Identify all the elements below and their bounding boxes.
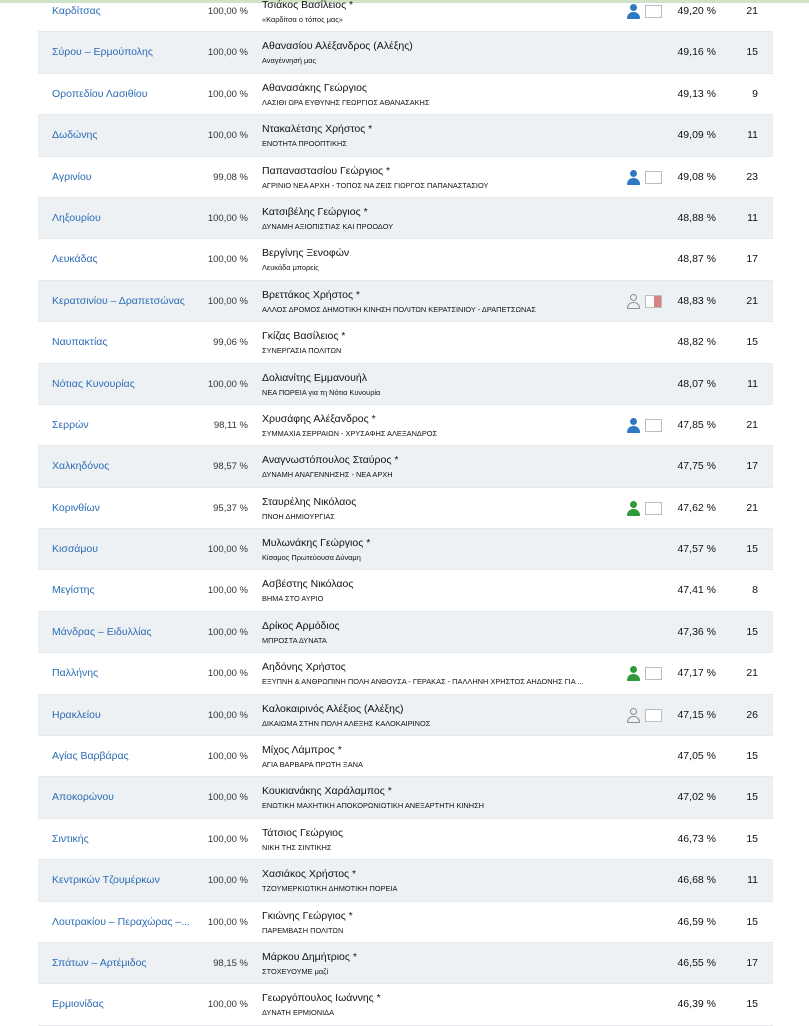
vote-percentage: 47,15 % bbox=[677, 708, 716, 721]
person-icon bbox=[626, 666, 642, 682]
candidate-name: Δρίκος Αρμόδιος bbox=[262, 619, 340, 632]
table-row bbox=[38, 239, 773, 280]
counted-percentage: 100,00 % bbox=[207, 875, 248, 887]
person-icon bbox=[626, 294, 642, 310]
vote-percentage: 47,75 % bbox=[677, 460, 716, 473]
municipality-link[interactable]: Σερρών bbox=[52, 418, 89, 431]
municipality-link[interactable]: Μάνδρας – Ειδυλλίας bbox=[52, 625, 152, 638]
candidate-name: Δολιανίτης Εμμανουήλ bbox=[262, 371, 367, 384]
table-row bbox=[38, 529, 773, 570]
counted-percentage: 100,00 % bbox=[207, 668, 248, 680]
vote-percentage: 48,83 % bbox=[677, 294, 716, 307]
candidate-name: Χασιάκος Χρήστος * bbox=[262, 868, 357, 881]
seats-count: 21 bbox=[746, 667, 758, 680]
counted-percentage: 100,00 % bbox=[207, 47, 248, 59]
municipality-link[interactable]: Κεντρικών Τζουμέρκων bbox=[52, 874, 160, 887]
table-row bbox=[38, 364, 773, 405]
candidate-cell bbox=[262, 703, 622, 729]
candidate-name: Τάτσιος Γεώργιος bbox=[262, 826, 344, 839]
candidate-cell bbox=[262, 785, 622, 811]
municipality-link[interactable]: Χαλκηδόνος bbox=[52, 460, 110, 473]
table-row bbox=[38, 281, 773, 322]
person-icon bbox=[626, 4, 642, 20]
party-name: ΝΙΚΗ ΤΗΣ ΣΙΝΤΙΚΗΣ bbox=[262, 842, 332, 852]
seats-count: 15 bbox=[746, 46, 758, 59]
counted-percentage: 98,57 % bbox=[213, 461, 248, 473]
party-name: ΣΤΟΧΕΥΟΥΜΕ μαζί bbox=[262, 966, 329, 976]
counted-percentage: 100,00 % bbox=[207, 709, 248, 721]
candidate-cell bbox=[262, 992, 622, 1018]
seats-count: 26 bbox=[746, 708, 758, 721]
seats-count: 11 bbox=[747, 129, 758, 142]
table-row bbox=[38, 570, 773, 611]
candidate-name: Μίχος Λάμπρος * bbox=[262, 744, 342, 757]
counted-percentage: 100,00 % bbox=[207, 6, 248, 17]
candidate-cell bbox=[262, 910, 622, 936]
seats-count: 21 bbox=[746, 501, 758, 514]
affiliation-indicator bbox=[626, 418, 666, 434]
affiliation-indicator bbox=[626, 501, 666, 517]
seats-count: 8 bbox=[752, 584, 758, 597]
municipality-link[interactable]: Ναυπακτίας bbox=[52, 336, 108, 349]
vote-percentage: 47,05 % bbox=[677, 750, 716, 763]
municipality-link[interactable]: Νότιας Κυνουρίας bbox=[52, 377, 135, 390]
vote-percentage: 47,41 % bbox=[677, 584, 716, 597]
party-name: ΠΝΟΗ ΔΗΜΙΟΥΡΓΙΑΣ bbox=[262, 511, 335, 521]
counted-percentage: 98,11 % bbox=[213, 419, 248, 431]
table-row bbox=[38, 157, 773, 198]
municipality-link[interactable]: Λουτρακίου – Περαχώρας –... bbox=[52, 915, 190, 928]
municipality-link[interactable]: Ερμιονίδας bbox=[52, 998, 104, 1011]
candidate-name: Χρυσάφης Αλέξανδρος * bbox=[262, 412, 376, 425]
candidate-name: Τσιάκος Βασίλειος * bbox=[262, 0, 354, 11]
counted-percentage: 99,06 % bbox=[213, 337, 248, 349]
candidate-cell bbox=[262, 827, 622, 853]
municipality-link[interactable]: Ληξουρίου bbox=[52, 211, 101, 224]
party-name: ΠΑΡΕΜΒΑΣΗ ΠΟΛΙΤΩΝ bbox=[262, 925, 344, 935]
municipality-link[interactable]: Αγρινίου bbox=[52, 170, 92, 183]
municipality-link[interactable]: Σπάτων – Αρτέμιδος bbox=[52, 956, 147, 969]
candidate-name: Ντακαλέτσης Χρήστος * bbox=[262, 123, 373, 136]
party-name: ΑΛΛΟΣ ΔΡΟΜΟΣ ΔΗΜΟΤΙΚΗ ΚΙΝΗΣΗ ΠΟΛΙΤΩΝ ΚΕΡΑΤΣΙΝΙΟΥ - ΔΡΑΠΕΤΣΩΝΑΣ bbox=[262, 304, 536, 314]
seats-count: 21 bbox=[746, 294, 758, 307]
party-name: ΤΖΟΥΜΕΡΚΙΩΤΙΚΗ ΔΗΜΟΤΙΚΗ ΠΟΡΕΙΑ bbox=[262, 884, 398, 894]
vote-percentage: 48,87 % bbox=[677, 253, 716, 266]
flag-icon bbox=[645, 709, 662, 722]
candidate-cell bbox=[262, 123, 622, 149]
vote-percentage: 47,62 % bbox=[677, 501, 716, 514]
party-name: ΣΥΝΕΡΓΑΣΙΑ ΠΟΛΙΤΩΝ bbox=[262, 346, 342, 356]
vote-percentage: 49,09 % bbox=[677, 129, 716, 142]
counted-percentage: 100,00 % bbox=[207, 212, 248, 224]
table-row bbox=[38, 819, 773, 860]
party-name: ΝΕΑ ΠΟΡΕΙΑ για τη Νότια Κυνουρία bbox=[262, 387, 381, 397]
seats-count: 11 bbox=[747, 874, 758, 887]
party-name: ΔΥΝΑΜΗ ΑΝΑΓΕΝΝΗΣΗΣ - ΝΕΑ ΑΡΧΗ bbox=[262, 470, 393, 480]
candidate-cell bbox=[262, 868, 622, 894]
municipality-link[interactable]: Κισσάμου bbox=[52, 543, 98, 556]
party-name: ΔΥΝΑΤΗ ΕΡΜΙΟΝΙΔΑ bbox=[262, 1008, 335, 1018]
municipality-link[interactable]: Καρδίτσας bbox=[52, 5, 101, 17]
affiliation-indicator bbox=[626, 170, 666, 186]
candidate-cell bbox=[262, 40, 622, 66]
table-row bbox=[38, 860, 773, 901]
counted-percentage: 100,00 % bbox=[207, 792, 248, 804]
seats-count: 15 bbox=[746, 915, 758, 928]
seats-count: 15 bbox=[746, 750, 758, 763]
person-icon bbox=[626, 708, 642, 724]
flag-icon bbox=[645, 667, 662, 680]
candidate-cell bbox=[262, 165, 622, 191]
candidate-name: Αθανασάκης Γεώργιος bbox=[262, 81, 367, 94]
vote-percentage: 46,55 % bbox=[677, 956, 716, 969]
seats-count: 21 bbox=[746, 418, 758, 431]
candidate-name: Μάρκου Δημήτριος * bbox=[262, 950, 357, 963]
affiliation-indicator bbox=[626, 4, 666, 20]
affiliation-indicator bbox=[626, 708, 666, 724]
candidate-name: Βρεττάκος Χρήστος * bbox=[262, 288, 361, 301]
party-name: ΔΥΝΑΜΗ ΑΞΙΟΠΙΣΤΙΑΣ ΚΑΙ ΠΡΟΟΔΟΥ bbox=[262, 221, 394, 231]
vote-percentage: 46,59 % bbox=[677, 915, 716, 928]
table-row bbox=[38, 736, 773, 777]
table-row bbox=[38, 0, 773, 32]
party-name: ΜΠΡΟΣΤΑ ΔΥΝΑΤΑ bbox=[262, 635, 327, 645]
vote-percentage: 49,13 % bbox=[677, 87, 716, 100]
candidate-cell bbox=[262, 661, 622, 687]
municipality-link[interactable]: Οροπεδίου Λασιθίου bbox=[52, 87, 148, 100]
table-row bbox=[38, 902, 773, 943]
candidate-name: Αηδόνης Χρήστος bbox=[262, 661, 346, 674]
person-icon bbox=[626, 418, 642, 434]
candidate-cell bbox=[262, 454, 622, 480]
municipality-link[interactable]: Σύρου – Ερμούπολης bbox=[52, 46, 153, 59]
candidate-name: Κουκιανάκης Χαράλαμπος * bbox=[262, 785, 392, 798]
counted-percentage: 100,00 % bbox=[207, 130, 248, 142]
seats-count: 17 bbox=[746, 253, 758, 266]
candidate-name: Καλοκαιρινός Αλέξιος (Αλέξης) bbox=[262, 702, 404, 715]
flag-icon bbox=[645, 5, 662, 18]
counted-percentage: 100,00 % bbox=[207, 544, 248, 556]
party-name: ΑΓΡΙΝΙΟ ΝΕΑ ΑΡΧΗ - ΤΟΠΟΣ ΝΑ ΖΕΙΣ ΓΙΩΡΓΟΣ ΠΑΠΑΝΑΣΤΑΣΙΟΥ bbox=[262, 180, 489, 190]
person-icon bbox=[626, 170, 642, 186]
counted-percentage: 95,37 % bbox=[213, 502, 248, 514]
candidate-name: Κατσιβέλης Γεώργιος * bbox=[262, 205, 368, 218]
candidate-name: Μυλωνάκης Γεώργιος * bbox=[262, 537, 371, 550]
vote-percentage: 47,02 % bbox=[677, 791, 716, 804]
candidate-cell bbox=[262, 206, 622, 232]
candidate-name: Παπαναστασίου Γεώργιος * bbox=[262, 164, 391, 177]
table-row bbox=[38, 695, 773, 736]
flag-icon bbox=[645, 171, 662, 184]
counted-percentage: 100,00 % bbox=[207, 295, 248, 307]
counted-percentage: 100,00 % bbox=[207, 751, 248, 763]
table-row bbox=[38, 115, 773, 156]
vote-percentage: 49,16 % bbox=[677, 46, 716, 59]
counted-percentage: 100,00 % bbox=[207, 585, 248, 597]
counted-percentage: 100,00 % bbox=[207, 999, 248, 1011]
seats-count: 15 bbox=[746, 998, 758, 1011]
candidate-cell bbox=[262, 744, 622, 770]
table-row bbox=[38, 32, 773, 73]
counted-percentage: 98,15 % bbox=[213, 957, 248, 969]
municipality-link[interactable]: Κερατσινίου – Δραπετσώνας bbox=[52, 294, 185, 307]
municipality-link[interactable]: Αγίας Βαρβάρας bbox=[52, 750, 129, 763]
candidate-cell bbox=[262, 537, 622, 563]
seats-count: 11 bbox=[747, 211, 758, 224]
candidate-cell bbox=[262, 82, 622, 108]
party-name: ΛΑΣΙΘΙ ΩΡΑ ΕΥΘΥΝΗΣ ΓΕΩΡΓΙΟΣ ΑΘΑΝΑΣΑΚΗΣ bbox=[262, 97, 430, 107]
table-row bbox=[38, 322, 773, 363]
table-row bbox=[38, 653, 773, 694]
candidate-cell bbox=[262, 496, 622, 522]
candidate-cell bbox=[262, 0, 622, 25]
candidate-name: Βεργίνης Ξενοφών bbox=[262, 247, 350, 260]
counted-percentage: 100,00 % bbox=[207, 378, 248, 390]
party-name: ΑΓΙΑ ΒΑΡΒΑΡΑ ΠΡΩΤΗ ΞΑΝΑ bbox=[262, 760, 363, 770]
vote-percentage: 48,07 % bbox=[677, 377, 716, 390]
seats-count: 15 bbox=[746, 832, 758, 845]
seats-count: 15 bbox=[746, 625, 758, 638]
vote-percentage: 48,82 % bbox=[677, 336, 716, 349]
vote-percentage: 47,57 % bbox=[677, 543, 716, 556]
candidate-name: Αναγνωστόπουλος Σταύρος * bbox=[262, 454, 399, 467]
affiliation-indicator bbox=[626, 294, 666, 310]
counted-percentage: 99,08 % bbox=[213, 171, 248, 183]
seats-count: 15 bbox=[746, 336, 758, 349]
flag-icon bbox=[645, 295, 662, 308]
party-name: Κίσαμος Πρωτεύουσα Δύναμη bbox=[262, 553, 361, 563]
vote-percentage: 49,20 % bbox=[677, 5, 716, 17]
party-name: ΕΝΩΤΙΚΗ ΜΑΧΗΤΙΚΗ ΑΠΟΚΟΡΩΝΙΩΤΙΚΗ ΑΝΕΞΑΡΤΗΤΗ ΚΙΝΗΣΗ bbox=[262, 801, 485, 811]
vote-percentage: 47,17 % bbox=[677, 667, 716, 680]
party-name: Αναγέννησή μας bbox=[262, 56, 317, 66]
candidate-cell bbox=[262, 413, 622, 439]
party-name: Λευκάδα μπορείς bbox=[262, 263, 319, 273]
seats-count: 21 bbox=[746, 5, 758, 17]
table-row bbox=[38, 943, 773, 984]
table-row bbox=[38, 612, 773, 653]
municipality-link[interactable]: Αποκορώνου bbox=[52, 791, 114, 804]
party-name: ΕΞΥΠΝΗ & ΑΝΘΡΩΠΙΝΗ ΠΟΛΗ ΑΝΘΟΥΣΑ - ΓΕΡΑΚΑΣ - ΠΑΛΛΗΝΗ ΧΡΗΣΤΟΣ ΑΗΔΟΝΗΣ ΓΙΑ ... bbox=[262, 677, 584, 687]
table-row bbox=[38, 405, 773, 446]
seats-count: 17 bbox=[746, 956, 758, 969]
vote-percentage: 49,08 % bbox=[677, 170, 716, 183]
municipality-link[interactable]: Μεγίστης bbox=[52, 584, 95, 597]
candidate-cell bbox=[262, 289, 622, 315]
vote-percentage: 46,73 % bbox=[677, 832, 716, 845]
vote-percentage: 47,36 % bbox=[677, 625, 716, 638]
municipality-link[interactable]: Δωδώνης bbox=[52, 129, 98, 142]
vote-percentage: 48,88 % bbox=[677, 211, 716, 224]
counted-percentage: 100,00 % bbox=[207, 254, 248, 266]
seats-count: 17 bbox=[746, 460, 758, 473]
municipality-link[interactable]: Παλλήνης bbox=[52, 667, 99, 680]
vote-percentage: 46,68 % bbox=[677, 874, 716, 887]
affiliation-indicator bbox=[626, 666, 666, 682]
municipality-link[interactable]: Σιντικής bbox=[52, 832, 89, 845]
candidate-name: Σταυρέλης Νικόλαος bbox=[262, 495, 357, 508]
seats-count: 15 bbox=[746, 543, 758, 556]
counted-percentage: 100,00 % bbox=[207, 626, 248, 638]
municipality-link[interactable]: Λευκάδας bbox=[52, 253, 98, 266]
candidate-name: Γκιώνης Γεώργιος * bbox=[262, 909, 353, 922]
counted-percentage: 100,00 % bbox=[207, 833, 248, 845]
party-name: ΣΥΜΜΑΧΙΑ ΣΕΡΡΑΙΩΝ - ΧΡΥΣΑΦΗΣ ΑΛΕΞΑΝΔΡΟΣ bbox=[262, 428, 438, 438]
table-row bbox=[38, 198, 773, 239]
vote-percentage: 46,39 % bbox=[677, 998, 716, 1011]
flag-icon bbox=[645, 419, 662, 432]
municipality-link[interactable]: Κορινθίων bbox=[52, 501, 100, 514]
candidate-cell bbox=[262, 372, 622, 398]
counted-percentage: 100,00 % bbox=[207, 916, 248, 928]
seats-count: 15 bbox=[746, 791, 758, 804]
vote-percentage: 47,85 % bbox=[677, 418, 716, 431]
municipality-link[interactable]: Ηρακλείου bbox=[52, 708, 101, 721]
seats-count: 9 bbox=[752, 87, 758, 100]
counted-percentage: 100,00 % bbox=[207, 88, 248, 100]
candidate-cell bbox=[262, 620, 622, 646]
flag-icon bbox=[645, 502, 662, 515]
party-name: ΔΙΚΑΙΩΜΑ ΣΤΗΝ ΠΟΛΗ ΑΛΕΞΗΣ ΚΑΛΟΚΑΙΡΙΝΟΣ bbox=[262, 718, 431, 728]
party-name: «Καρδίτσα ο τόπος μας» bbox=[262, 15, 343, 24]
candidate-cell bbox=[262, 330, 622, 356]
candidate-name: Γκίζας Βασίλειος * bbox=[262, 330, 346, 343]
table-row bbox=[38, 777, 773, 818]
candidate-cell bbox=[262, 951, 622, 977]
seats-count: 11 bbox=[747, 377, 758, 390]
party-name: ΕΝΟΤΗΤΑ ΠΡΟΟΠΤΙΚΗΣ bbox=[262, 139, 347, 149]
table-row bbox=[38, 488, 773, 529]
results-table bbox=[38, 0, 773, 1026]
candidate-name: Γεωργόπουλος Ιωάννης * bbox=[262, 992, 381, 1005]
seats-count: 23 bbox=[746, 170, 758, 183]
candidate-name: Ασβέστης Νικόλαος bbox=[262, 578, 354, 591]
person-icon bbox=[626, 501, 642, 517]
candidate-cell bbox=[262, 578, 622, 604]
candidate-name: Αθανασίου Αλέξανδρος (Αλέξης) bbox=[262, 40, 413, 53]
table-row bbox=[38, 984, 773, 1025]
table-row bbox=[38, 74, 773, 115]
table-row bbox=[38, 446, 773, 487]
candidate-cell bbox=[262, 247, 622, 273]
party-name: ΒΗΜΑ ΣΤΟ ΑΥΡΙΟ bbox=[262, 594, 324, 604]
